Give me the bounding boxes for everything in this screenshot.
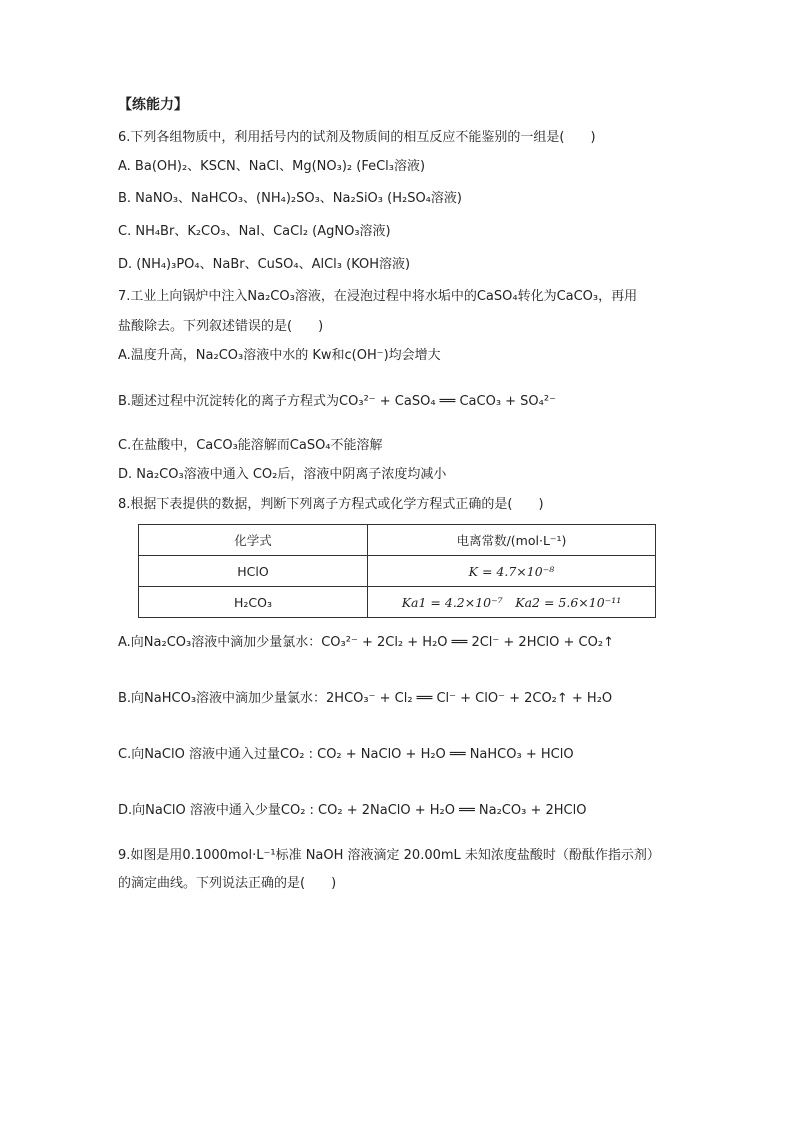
q9-stem-line2: 的滴定曲线。下列说法正确的是( ) <box>118 876 337 891</box>
q8-option-b: B.向NaHCO₃溶液中滴加少量氯水：2HCO₃⁻ + Cl₂ ══ Cl⁻ + ClO⁻ + 2CO₂↑ + H₂O <box>118 691 613 706</box>
q6-stem: 6.下列各组物质中，利用括号内的试剂及物质间的相互反应不能鉴别的一组是( ) <box>118 130 596 145</box>
section-title: 【练能力】 <box>118 97 188 113</box>
table-row <box>139 587 656 618</box>
table-cell: HClO <box>139 556 368 587</box>
table-header-cell: 电离常数/(mol·L⁻¹) <box>368 525 656 556</box>
q9-stem-line1: 9.如图是用0.1000mol·L⁻¹标准 NaOH 溶液滴定 20.00mL 未知浓度盐酸时（酚酞作指示剂） <box>118 848 660 863</box>
q6-option-b: B. NaNO₃、NaHCO₃、(NH₄)₂SO₃、Na₂SiO₃ (H₂SO₄溶液) <box>118 191 462 206</box>
table-header-cell: 化学式 <box>139 525 368 556</box>
q7-stem-line1: 7.工业上向锅炉中注入Na₂CO₃溶液，在浸泡过程中将水垢中的CaSO₄转化为CaCO₃，再用 <box>118 289 638 304</box>
q6-option-c: C. NH₄Br、K₂CO₃、NaI、CaCl₂ (AgNO₃溶液) <box>118 224 391 239</box>
q7-option-c: C.在盐酸中，CaCO₃能溶解而CaSO₄不能溶解 <box>118 438 383 453</box>
q7-option-d: D. Na₂CO₃溶液中通入 CO₂后，溶液中阴离子浓度均减小 <box>118 467 447 482</box>
q8-option-c: C.向NaClO 溶液中通入过量CO₂ : CO₂ + NaClO + H₂O ══ NaHCO₃ + HClO <box>118 747 574 762</box>
q8-option-a: A.向Na₂CO₃溶液中滴加少量氯水：CO₃²⁻ + 2Cl₂ + H₂O ══ 2Cl⁻ + 2HClO + CO₂↑ <box>118 635 614 650</box>
q8-stem: 8.根据下表提供的数据，判断下列离子方程式或化学方程式正确的是( ) <box>118 497 544 512</box>
q7-option-a: A.温度升高，Na₂CO₃溶液中水的 Kw和c(OH⁻)均会增大 <box>118 348 441 363</box>
q6-option-d: D. (NH₄)₃PO₄、NaBr、CuSO₄、AlCl₃ (KOH溶液) <box>118 257 411 272</box>
table-cell: Ka1 = 4.2×10⁻⁷ Ka2 = 5.6×10⁻¹¹ <box>368 587 656 618</box>
q8-option-d: D.向NaClO 溶液中通入少量CO₂ : CO₂ + 2NaClO + H₂O ══ Na₂CO₃ + 2HClO <box>118 803 587 818</box>
q7-stem-line2: 盐酸除去。下列叙述错误的是( ) <box>118 319 324 334</box>
q7-option-b: B.题述过程中沉淀转化的离子方程式为CO₃²⁻ + CaSO₄ ══ CaCO₃ + SO₄²⁻ <box>118 394 556 409</box>
table-row <box>139 556 656 587</box>
q6-option-a: A. Ba(OH)₂、KSCN、NaCl、Mg(NO₃)₂ (FeCl₃溶液) <box>118 159 426 174</box>
table-cell: H₂CO₃ <box>139 587 368 618</box>
ionization-constants-table <box>138 524 656 618</box>
table-cell: K = 4.7×10⁻⁸ <box>368 556 656 587</box>
table-header-row <box>139 525 656 556</box>
